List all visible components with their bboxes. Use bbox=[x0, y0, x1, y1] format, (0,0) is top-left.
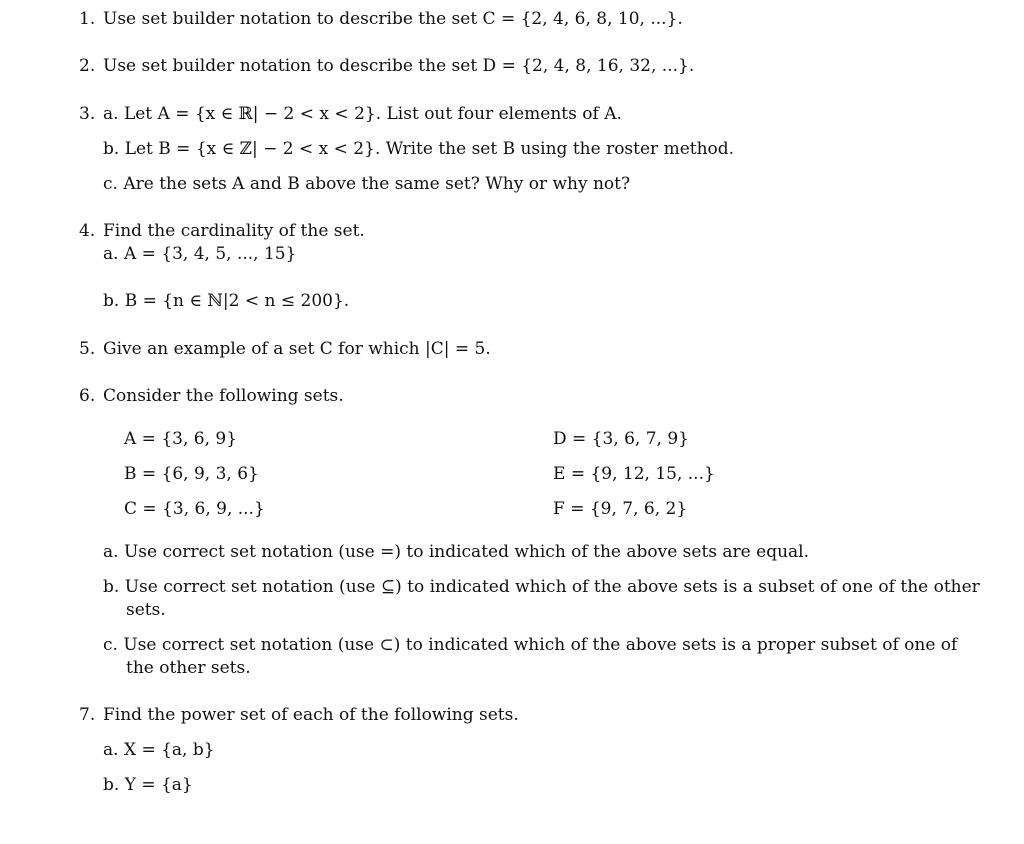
set-a: A = {3, 6, 9} bbox=[124, 429, 238, 449]
q6-part-b-line2: sets. bbox=[126, 600, 166, 620]
q6-part-c-line1: c. Use correct set notation (use ⊂) to indicated which of the above sets is a proper subset of one of bbox=[103, 635, 958, 655]
q7-part-a: a. X = {a, b} bbox=[103, 740, 215, 760]
set-b: B = {6, 9, 3, 6} bbox=[124, 464, 259, 484]
q2-text: Use set builder notation to describe the set D = {2, 4, 8, 16, 32, ...}. bbox=[103, 56, 695, 76]
q4-text: Find the cardinality of the set. bbox=[103, 221, 365, 241]
q4-part-b: b. B = {n ∈ ℕ|2 < n ≤ 200}. bbox=[103, 291, 350, 311]
set-d: D = {3, 6, 7, 9} bbox=[553, 429, 689, 449]
q3-part-b: b. Let B = {x ∈ ℤ| − 2 < x < 2}. Write the set B using the roster method. bbox=[103, 139, 735, 159]
set-f: F = {9, 7, 6, 2} bbox=[553, 499, 688, 519]
q4-part-a: a. A = {3, 4, 5, ..., 15} bbox=[103, 244, 297, 264]
q2-number: 2. bbox=[79, 56, 96, 76]
q6-number: 6. bbox=[79, 386, 96, 406]
q6-part-b-line1: b. Use correct set notation (use ⊆) to indicated which of the above sets is a subset of one of the other bbox=[103, 577, 980, 597]
q6-part-a: a. Use correct set notation (use =) to indicated which of the above sets are equal. bbox=[103, 542, 810, 562]
q5-number: 5. bbox=[79, 339, 96, 359]
set-c: C = {3, 6, 9, ...} bbox=[124, 499, 265, 519]
q7-text: Find the power set of each of the following sets. bbox=[103, 705, 519, 725]
q6-text: Consider the following sets. bbox=[103, 386, 344, 406]
q3-part-c: c. Are the sets A and B above the same set? Why or why not? bbox=[103, 174, 631, 194]
set-e: E = {9, 12, 15, ...} bbox=[553, 464, 715, 484]
q1-number: 1. bbox=[79, 9, 96, 29]
q5-text: Give an example of a set C for which |C| = 5. bbox=[103, 339, 491, 359]
q7-part-b: b. Y = {a} bbox=[103, 775, 193, 795]
q6-part-c-line2: the other sets. bbox=[126, 658, 251, 678]
q3-part-a: a. Let A = {x ∈ ℝ| − 2 < x < 2}. List out four elements of A. bbox=[103, 104, 622, 124]
q4-number: 4. bbox=[79, 221, 96, 241]
q1-text: Use set builder notation to describe the set C = {2, 4, 6, 8, 10, ...}. bbox=[103, 9, 683, 29]
q7-number: 7. bbox=[79, 705, 96, 725]
q3-number: 3. bbox=[79, 104, 96, 124]
